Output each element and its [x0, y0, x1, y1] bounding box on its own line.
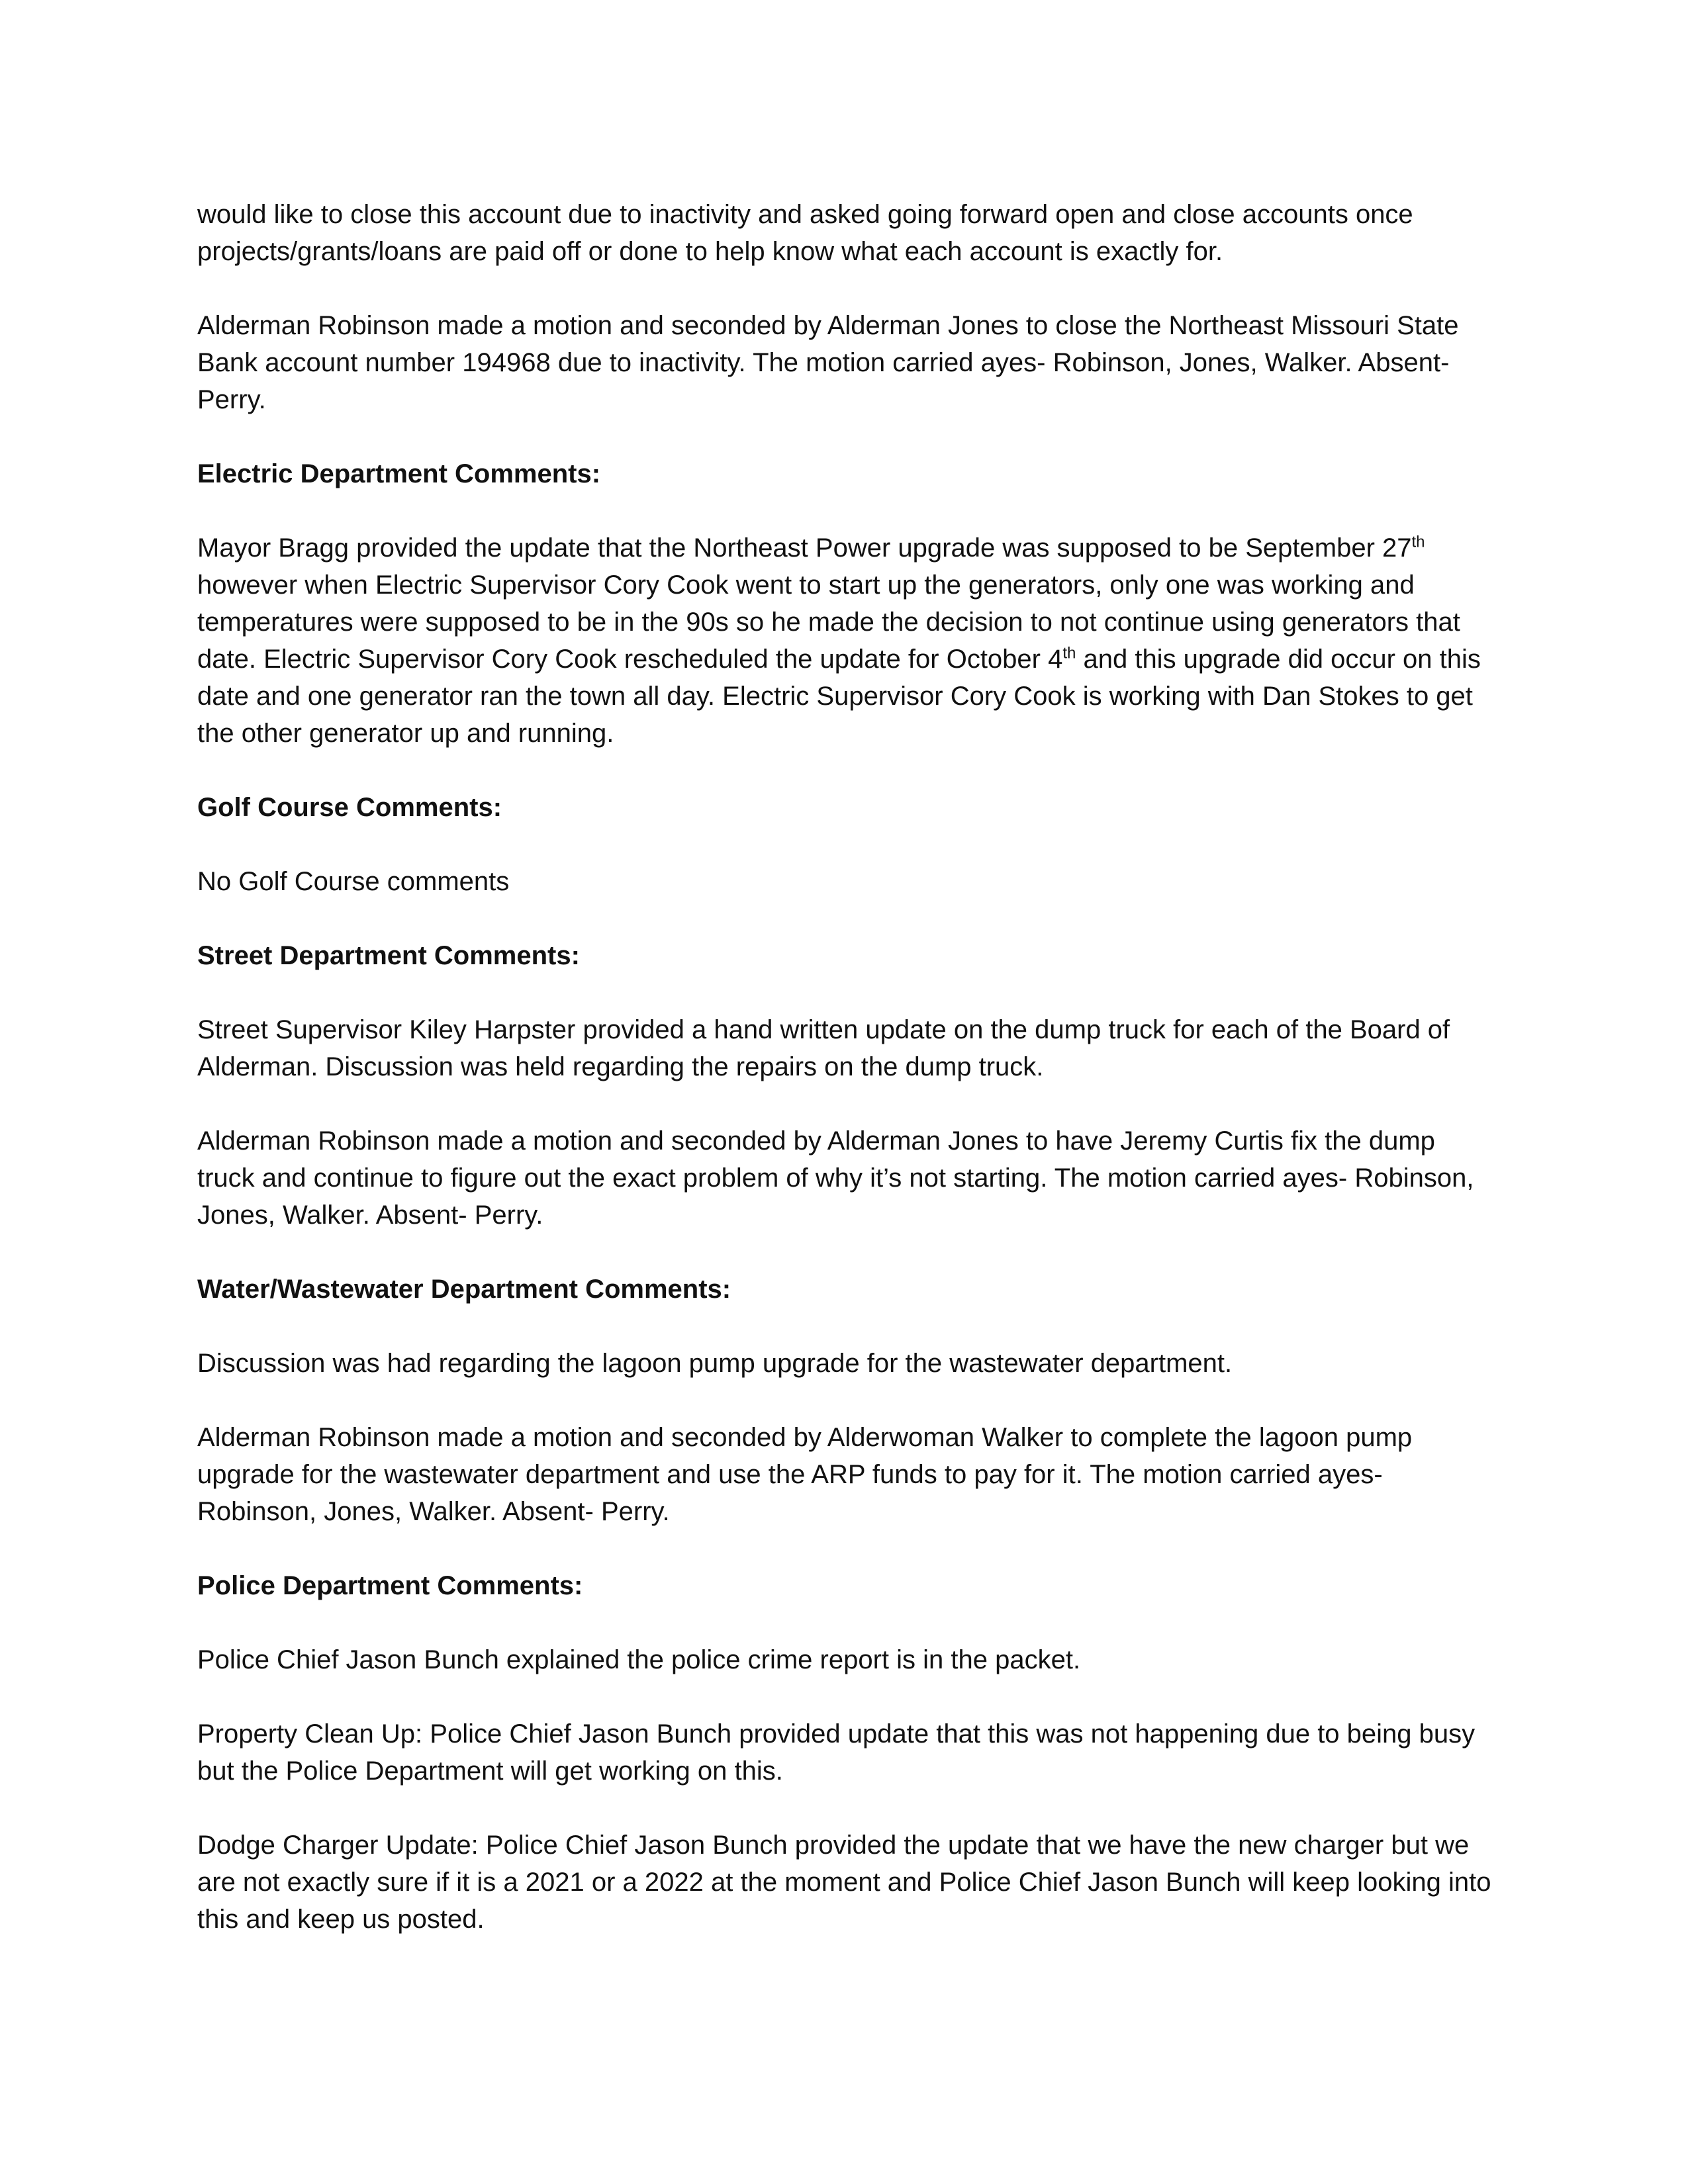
dodge-charger-update-paragraph: Dodge Charger Update: Police Chief Jason Bunch provided the update that we have the new charger but we are not exactly sure if it is a 2021 or a 2022 at the moment and Police Chief Jason Bunch will keep looking into this and keep us posted.	[197, 1831, 1491, 1934]
golf-course-paragraph: No Golf Course comments	[197, 867, 510, 896]
account-closure-paragraph: would like to close this account due to inactivity and asked going forward open and close accounts once projects/grants/loans are paid off or done to help know what each account is exactly for.	[197, 200, 1413, 266]
property-clean-up-paragraph: Property Clean Up: Police Chief Jason Bunch provided update that this was not happening due to being busy but the Police Department will get working on this.	[197, 1719, 1476, 1786]
document-page	[197, 196, 1495, 1975]
water-wastewater-motion: Alderman Robinson made a motion and seconded by Alderwoman Walker to complete the lagoon pump upgrade for the wastewater department and use the ARP funds to pay for it. The motion carried ayes- Robinson, Jones, Walker. Absent- Perry.	[197, 1423, 1413, 1526]
electric-department-heading: Electric Department Comments:	[197, 459, 601, 488]
police-department-heading: Police Department Comments:	[197, 1571, 583, 1600]
ordinal-suffix: th	[1062, 644, 1076, 662]
electric-text-part-3: and this upgrade did occur on this date and one generator ran the town all day. Electric Supervisor Cory Cook is working with Dan Stokes to get the other generator up and running.	[197, 645, 1481, 748]
electric-department-paragraph	[197, 529, 1495, 752]
water-wastewater-paragraph: Discussion was had regarding the lagoon pump upgrade for the wastewater department.	[197, 1349, 1233, 1378]
electric-text-part-1: Mayor Bragg provided the update that the Northeast Power upgrade was supposed to be September 27	[197, 533, 1412, 563]
street-department-heading: Street Department Comments:	[197, 941, 580, 970]
account-closure-motion: Alderman Robinson made a motion and seconded by Alderman Jones to close the Northeast Missouri State Bank account number 194968 due to inactivity. The motion carried ayes- Robinson, Jones, Walker. Absent- Perry.	[197, 311, 1459, 414]
ordinal-suffix: th	[1411, 533, 1425, 551]
street-department-paragraph: Street Supervisor Kiley Harpster provided a hand written update on the dump truck for each of the Board of Alderman. Discussion was held regarding the repairs on the dump truck.	[197, 1015, 1450, 1081]
police-crime-report-paragraph: Police Chief Jason Bunch explained the police crime report is in the packet.	[197, 1645, 1081, 1674]
golf-course-heading: Golf Course Comments:	[197, 793, 502, 822]
water-wastewater-heading: Water/Wastewater Department Comments:	[197, 1275, 731, 1304]
street-department-motion: Alderman Robinson made a motion and seconded by Alderman Jones to have Jeremy Curtis fix the dump truck and continue to figure out the exact problem of why it’s not starting. The motion carried ayes- Robinson, Jones, Walker. Absent- Perry.	[197, 1126, 1474, 1230]
electric-text-part-2: however when Electric Supervisor Cory Cook went to start up the generators, only one was working and temperatures were supposed to be in the 90s so he made the decision to not continue using generators that date. Electric Supervisor Cory Cook rescheduled the update for October 4	[197, 570, 1460, 674]
